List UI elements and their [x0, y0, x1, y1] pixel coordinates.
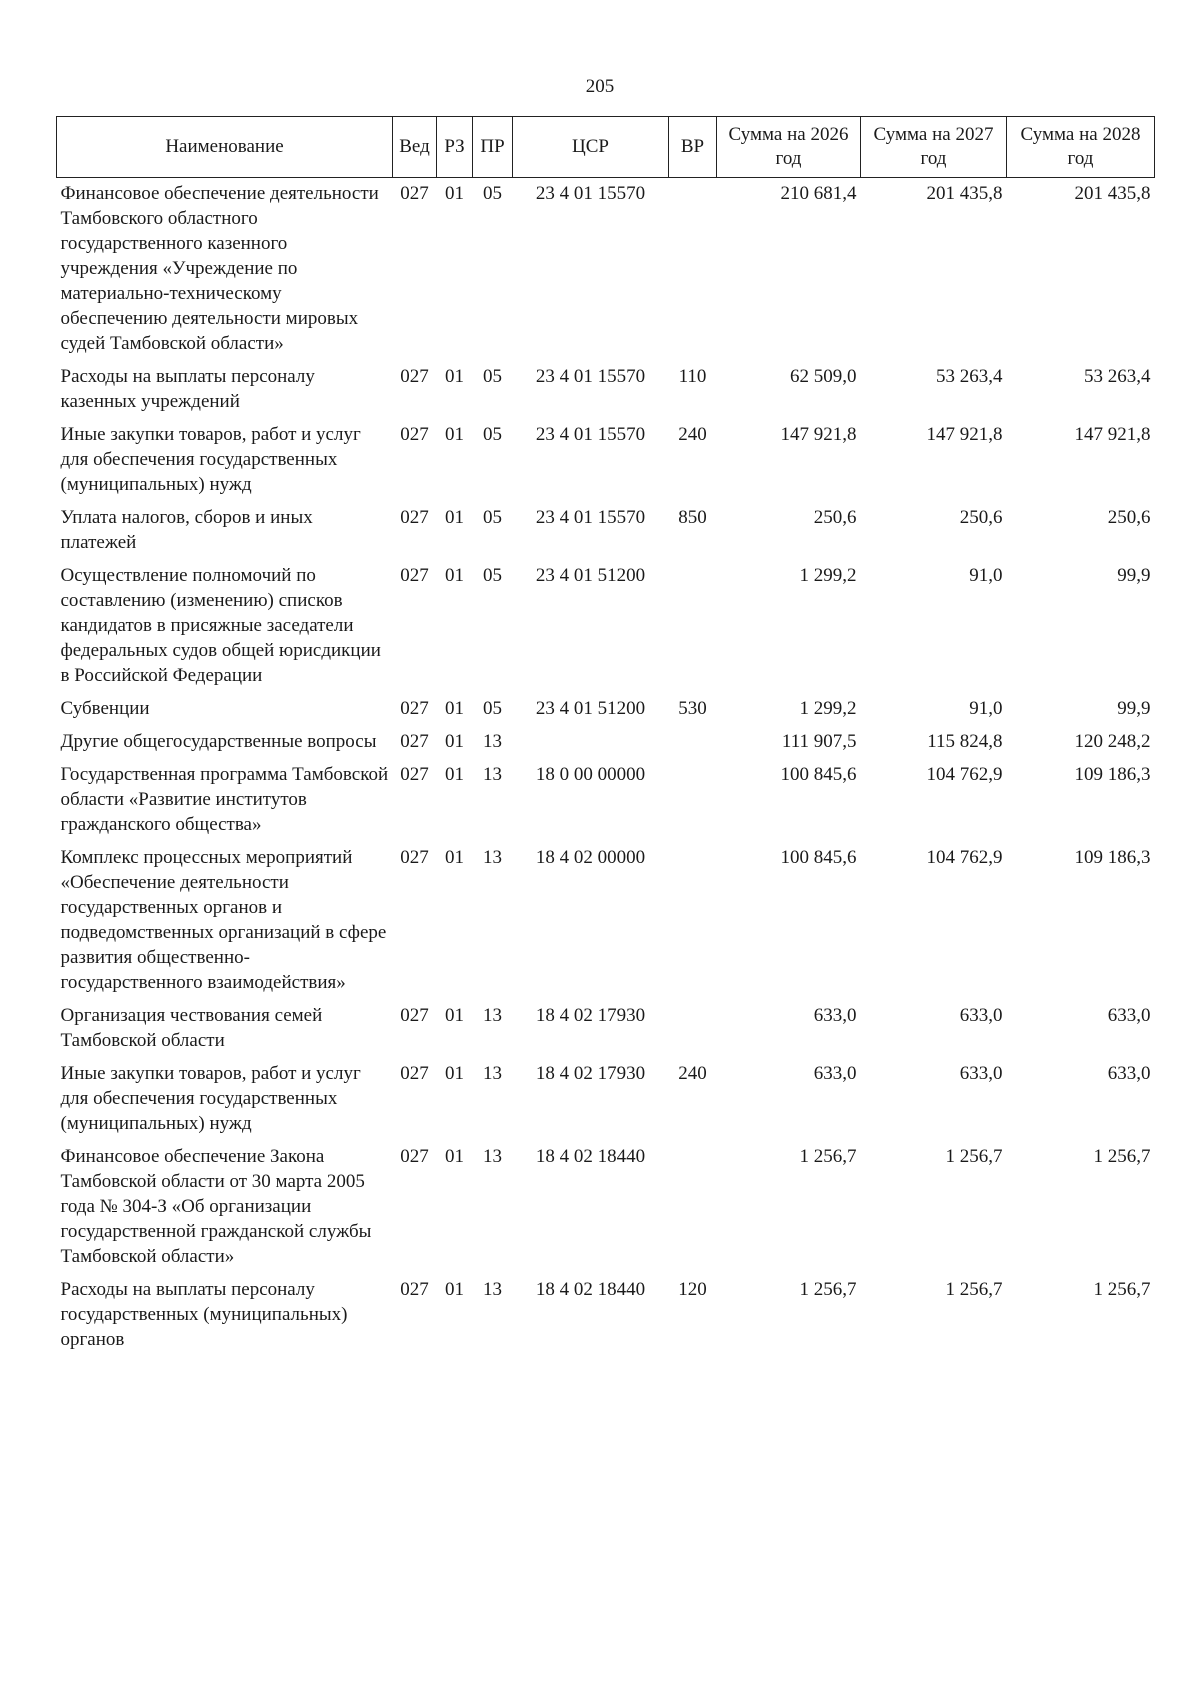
row-rz: 01: [445, 731, 464, 752]
table-row: [57, 419, 1155, 502]
header-sum-2028: Сумма на 2028 год: [1007, 117, 1155, 178]
row-rz: 01: [445, 507, 464, 528]
row-rz: 01: [445, 565, 464, 586]
row-rz: 01: [445, 698, 464, 719]
header-pr: ПР: [473, 117, 513, 178]
row-rz: 01: [445, 183, 464, 204]
row-sum-2026: 210 681,4: [780, 183, 857, 204]
row-csr: 23 4 01 15570: [535, 366, 646, 387]
row-pr: 05: [483, 183, 502, 204]
row-vr: [669, 759, 717, 842]
table-row: [57, 502, 1155, 560]
row-sum-2026: 633,0: [813, 1063, 857, 1084]
row-vr: 120: [678, 1279, 707, 1300]
row-name: Расходы на выплаты персоналу государственных (муниципальных) органов: [60, 1279, 348, 1350]
row-csr: 23 4 01 51200: [535, 565, 646, 586]
budget-table: [56, 116, 1155, 1357]
row-csr: 23 4 01 15570: [535, 424, 646, 445]
header-csr: ЦСР: [513, 117, 669, 178]
row-sum-2026: 62 509,0: [790, 366, 857, 387]
row-ved: 027: [400, 1279, 429, 1300]
header-name: Наименование: [57, 117, 393, 178]
row-pr: 13: [483, 1146, 502, 1167]
row-sum-2026: 147 921,8: [780, 424, 857, 445]
row-pr: 05: [483, 507, 502, 528]
row-sum-2028: 99,9: [1117, 565, 1151, 586]
row-rz: 01: [445, 1063, 464, 1084]
row-vr: [669, 1141, 717, 1274]
row-csr: 18 4 02 18440: [535, 1146, 646, 1167]
row-sum-2026: 1 256,7: [799, 1279, 857, 1300]
row-vr: [669, 726, 717, 759]
row-sum-2027: 250,6: [959, 507, 1003, 528]
row-rz: 01: [445, 1279, 464, 1300]
row-name: Государственная программа Тамбовской области «Развитие институтов гражданского общества»: [60, 764, 389, 835]
row-pr: 13: [483, 1063, 502, 1084]
table-row: [57, 1058, 1155, 1141]
row-sum-2028: 633,0: [1107, 1063, 1151, 1084]
row-sum-2026: 250,6: [813, 507, 857, 528]
row-sum-2028: 99,9: [1117, 698, 1151, 719]
row-rz: 01: [445, 764, 464, 785]
row-vr: [669, 1000, 717, 1058]
row-pr: 13: [483, 847, 502, 868]
row-sum-2026: 1 299,2: [799, 698, 857, 719]
header-rz: РЗ: [437, 117, 473, 178]
row-sum-2027: 91,0: [969, 698, 1003, 719]
row-pr: 13: [483, 764, 502, 785]
row-pr: 05: [483, 366, 502, 387]
row-sum-2028: 109 186,3: [1074, 847, 1151, 868]
row-sum-2026: 111 907,5: [781, 731, 857, 752]
row-pr: 13: [483, 1005, 502, 1026]
row-sum-2028: 201 435,8: [1074, 183, 1151, 204]
row-sum-2027: 115 824,8: [927, 731, 1003, 752]
row-csr: 18 4 02 18440: [535, 1279, 646, 1300]
row-name: Осуществление полномочий по составлению (изменению) списков кандидатов в присяжные заседатели федеральных судов общей юрисдикции в Российской Федерации: [60, 565, 381, 686]
row-csr: 18 4 02 17930: [535, 1005, 646, 1026]
table-row: [57, 1000, 1155, 1058]
row-pr: 05: [483, 565, 502, 586]
row-ved: 027: [400, 731, 429, 752]
row-name: Комплекс процессных мероприятий «Обеспечение деятельности государственных органов и подведомственных организаций в сфере развития общественно-государственного взаимодействия»: [60, 847, 387, 993]
row-sum-2028: 53 263,4: [1084, 366, 1151, 387]
row-sum-2026: 1 299,2: [799, 565, 857, 586]
row-sum-2027: 1 256,7: [945, 1279, 1003, 1300]
row-sum-2028: 633,0: [1107, 1005, 1151, 1026]
table-header-row: [57, 117, 1155, 178]
row-csr: 18 4 02 00000: [535, 847, 646, 868]
row-vr: 850: [678, 507, 707, 528]
row-sum-2028: 147 921,8: [1074, 424, 1151, 445]
row-ved: 027: [400, 565, 429, 586]
table-row: [57, 1141, 1155, 1274]
header-sum-2027: Сумма на 2027 год: [861, 117, 1007, 178]
table-row: [57, 178, 1155, 362]
row-pr: 05: [483, 424, 502, 445]
row-ved: 027: [400, 507, 429, 528]
row-rz: 01: [445, 366, 464, 387]
row-sum-2027: 104 762,9: [926, 764, 1003, 785]
row-sum-2027: 201 435,8: [926, 183, 1003, 204]
row-name: Финансовое обеспечение Закона Тамбовской области от 30 марта 2005 года № 304-З «Об организации государственной гражданской службы Тамбовской области»: [60, 1146, 372, 1267]
row-rz: 01: [445, 1005, 464, 1026]
row-name: Расходы на выплаты персоналу казенных учреждений: [60, 366, 315, 412]
row-sum-2028: 1 256,7: [1093, 1146, 1151, 1167]
row-ved: 027: [400, 847, 429, 868]
row-rz: 01: [445, 1146, 464, 1167]
row-sum-2027: 147 921,8: [926, 424, 1003, 445]
row-ved: 027: [400, 366, 429, 387]
row-vr: 530: [678, 698, 707, 719]
row-name: Другие общегосударственные вопросы: [60, 731, 377, 752]
row-csr: 23 4 01 51200: [535, 698, 646, 719]
row-sum-2028: 120 248,2: [1074, 731, 1151, 752]
header-ved: Вед: [393, 117, 437, 178]
row-sum-2027: 633,0: [959, 1063, 1003, 1084]
row-sum-2027: 1 256,7: [945, 1146, 1003, 1167]
row-rz: 01: [445, 424, 464, 445]
row-ved: 027: [400, 1005, 429, 1026]
table-row: [57, 759, 1155, 842]
table-row: [57, 361, 1155, 419]
row-ved: 027: [400, 764, 429, 785]
row-pr: 13: [483, 731, 502, 752]
table-row: [57, 560, 1155, 693]
header-sum-2026: Сумма на 2026 год: [717, 117, 861, 178]
table-row: [57, 842, 1155, 1000]
row-sum-2027: 633,0: [959, 1005, 1003, 1026]
row-name: Иные закупки товаров, работ и услуг для обеспечения государственных (муниципальных) нужд: [60, 424, 361, 495]
row-name: Субвенции: [60, 698, 150, 719]
row-name: Финансовое обеспечение деятельности Тамбовского областного государственного казенного учреждения «Учреждение по материально-техническому обеспечению деятельности мировых судей Тамбовской области»: [60, 183, 379, 354]
table-row: [57, 726, 1155, 759]
row-name: Иные закупки товаров, работ и услуг для обеспечения государственных (муниципальных) нужд: [60, 1063, 361, 1134]
row-vr: 240: [678, 424, 707, 445]
row-sum-2026: 633,0: [813, 1005, 857, 1026]
table-row: [57, 1274, 1155, 1357]
row-ved: 027: [400, 1063, 429, 1084]
row-ved: 027: [400, 183, 429, 204]
row-sum-2026: 1 256,7: [799, 1146, 857, 1167]
row-sum-2027: 104 762,9: [926, 847, 1003, 868]
row-csr: 23 4 01 15570: [535, 183, 646, 204]
table-row: [57, 693, 1155, 726]
row-vr: 240: [678, 1063, 707, 1084]
row-vr: [669, 560, 717, 693]
row-sum-2026: 100 845,6: [780, 764, 857, 785]
page-number: 205: [585, 76, 615, 97]
row-rz: 01: [445, 847, 464, 868]
row-csr: 18 0 00 00000: [535, 764, 646, 785]
row-ved: 027: [400, 424, 429, 445]
row-pr: 05: [483, 698, 502, 719]
row-csr: [513, 726, 669, 759]
table-body: [57, 178, 1155, 1358]
row-sum-2028: 250,6: [1107, 507, 1151, 528]
row-sum-2028: 109 186,3: [1074, 764, 1151, 785]
row-sum-2028: 1 256,7: [1093, 1279, 1151, 1300]
row-ved: 027: [400, 1146, 429, 1167]
row-vr: 110: [678, 366, 707, 387]
row-sum-2026: 100 845,6: [780, 847, 857, 868]
header-vr: ВР: [669, 117, 717, 178]
row-vr: [669, 178, 717, 362]
row-csr: 23 4 01 15570: [535, 507, 646, 528]
row-name: Уплата налогов, сборов и иных платежей: [60, 507, 313, 553]
row-pr: 13: [483, 1279, 502, 1300]
row-vr: [669, 842, 717, 1000]
row-ved: 027: [400, 698, 429, 719]
row-csr: 18 4 02 17930: [535, 1063, 646, 1084]
row-sum-2027: 91,0: [969, 565, 1003, 586]
row-name: Организация чествования семей Тамбовской области: [60, 1005, 323, 1051]
row-sum-2027: 53 263,4: [936, 366, 1003, 387]
